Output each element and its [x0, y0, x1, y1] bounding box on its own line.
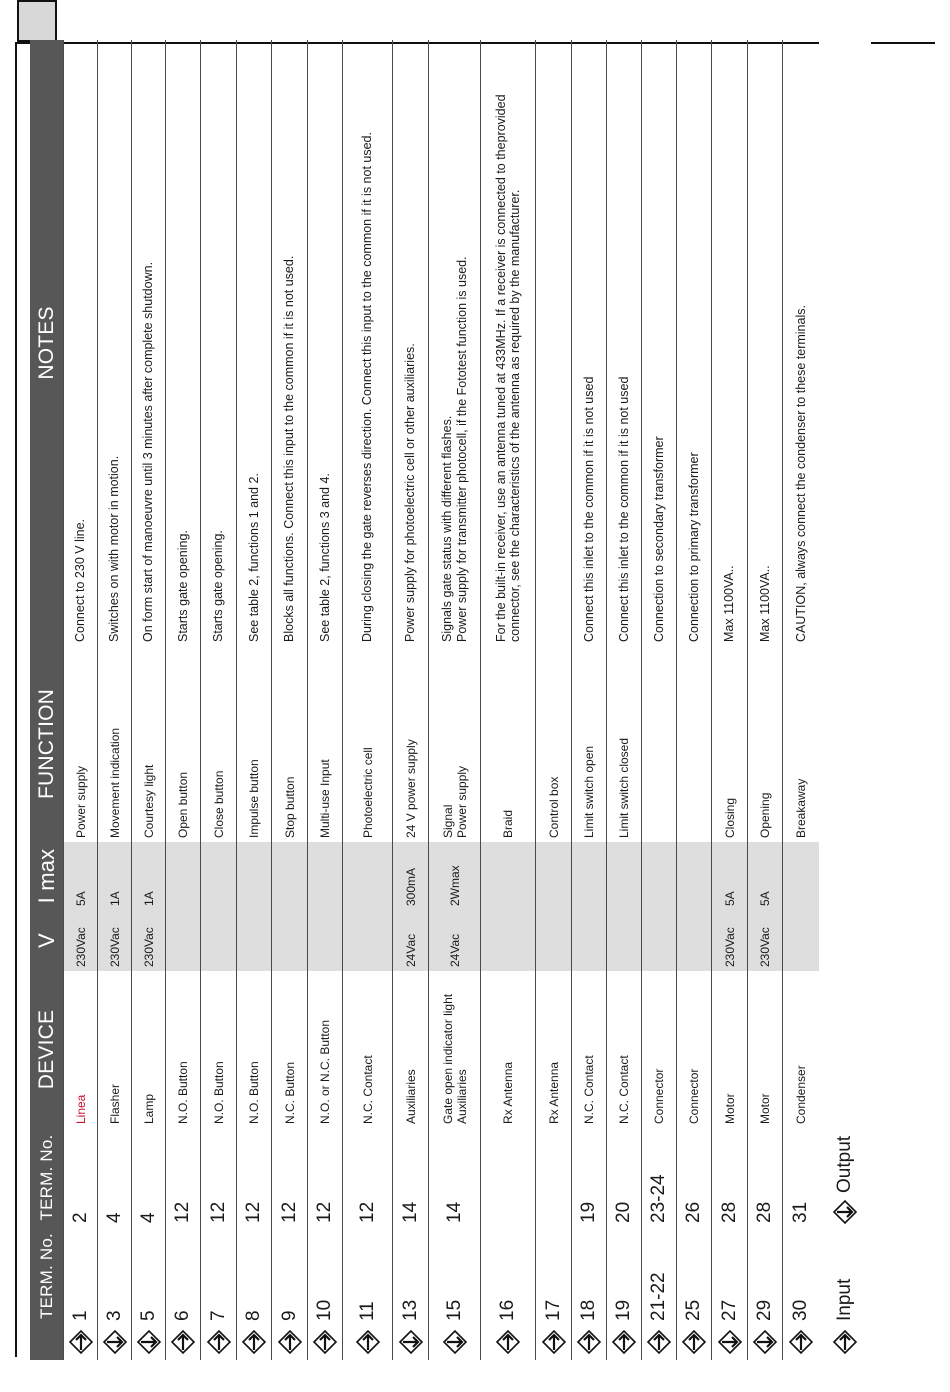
function-label: Limit switch open — [582, 745, 596, 838]
notes-cell — [237, 40, 272, 646]
corner-box — [17, 0, 57, 42]
function-cell — [481, 646, 536, 842]
device-cell — [642, 971, 677, 1128]
device-label: Condenser — [793, 1065, 808, 1124]
function-label: Courtesy light — [141, 764, 156, 838]
header-i-max: I max — [30, 842, 64, 910]
voltage-cell: 230Vac — [712, 910, 748, 971]
terminal-table-rotated — [30, 40, 855, 1360]
function-cell — [272, 646, 308, 842]
output-arrow-icon — [748, 1325, 783, 1360]
term-number: 5 — [132, 1227, 166, 1325]
table-row — [783, 40, 819, 1360]
device-cell — [429, 971, 481, 1128]
device-cell — [98, 971, 132, 1128]
device-label: Gate open indicator light — [440, 993, 455, 1124]
table-row — [748, 40, 783, 1360]
device-cell — [64, 971, 98, 1128]
function-label: Multi-use Input — [318, 759, 332, 838]
device-cell — [748, 971, 783, 1128]
output-arrow-icon — [429, 1325, 481, 1360]
term-number: 13 — [393, 1227, 429, 1325]
table-row — [712, 40, 748, 1360]
header-row — [30, 40, 64, 1360]
function-cell — [98, 646, 132, 842]
input-arrow-icon — [343, 1325, 393, 1360]
device-cell — [783, 971, 819, 1128]
function-cell — [237, 646, 272, 842]
device-label: Linea — [73, 1094, 88, 1124]
device-cell — [237, 971, 272, 1128]
term-number-2: 12 — [166, 1128, 201, 1227]
device-cell — [132, 971, 166, 1128]
notes-cell — [677, 40, 712, 646]
device-label: N.C. Contact — [360, 1055, 375, 1124]
notes-text: Blocks all functions. Connect this input to the common if it is not used. — [282, 255, 297, 642]
voltage-cell — [642, 910, 677, 971]
notes-text: Max 1100VA.. — [722, 565, 737, 642]
function-cell — [166, 646, 201, 842]
device-label: N.C. Contact — [582, 1055, 596, 1124]
function-cell — [677, 646, 712, 842]
notes-text: Connection to secondary transformer — [651, 436, 666, 642]
table-row — [237, 40, 272, 1360]
device-cell — [308, 971, 343, 1128]
notes-text: Power supply for photoelectric cell or other auxiliaries. — [403, 343, 418, 642]
header-term-no: TERM. No. — [30, 1227, 64, 1325]
voltage-cell — [783, 910, 819, 971]
output-arrow-icon — [393, 1325, 429, 1360]
term-number: 16 — [481, 1227, 536, 1325]
term-number: 18 — [572, 1227, 607, 1325]
term-number-2: 26 — [677, 1128, 712, 1227]
voltage-cell — [201, 910, 237, 971]
device-label: Connector — [652, 1068, 666, 1124]
term-number-2: 12 — [272, 1128, 308, 1227]
notes-text: Connection to primary transformer — [686, 452, 701, 642]
input-arrow-icon — [642, 1325, 677, 1360]
voltage-cell: 230Vac — [98, 910, 132, 971]
function-cell — [393, 646, 429, 842]
notes-cell — [783, 40, 819, 646]
notes-text: On form start of manoeuvre until 3 minutes after complete shutdown. — [141, 261, 156, 642]
device-label: N.C. Button — [282, 1061, 297, 1124]
input-arrow-icon — [783, 1325, 819, 1360]
term-number-2: 12 — [201, 1128, 237, 1227]
term-number: 29 — [748, 1227, 783, 1325]
voltage-cell — [677, 910, 712, 971]
legend-filler — [819, 40, 871, 1128]
device-cell — [607, 971, 642, 1128]
header-notes: NOTES — [30, 40, 64, 646]
voltage-cell — [536, 910, 572, 971]
device-cell — [677, 971, 712, 1128]
output-arrow-icon — [98, 1325, 132, 1360]
device-label: Motor — [722, 1093, 737, 1124]
function-cell — [64, 646, 98, 842]
function-label: Power supply — [73, 765, 88, 838]
input-legend-icon — [819, 1325, 871, 1360]
table-body — [64, 40, 871, 1360]
function-cell — [201, 646, 237, 842]
current-cell — [166, 842, 201, 910]
device-label: N.O. or N.C. Button — [318, 1019, 332, 1124]
current-cell: 1A — [132, 842, 166, 910]
notes-cell — [481, 40, 536, 646]
function-cell — [712, 646, 748, 842]
function-label: Movement indication — [107, 727, 122, 838]
header-term-no-2: TERM. No. — [30, 1128, 64, 1227]
voltage-cell — [572, 910, 607, 971]
notes-cell — [536, 40, 572, 646]
term-number-2: 20 — [607, 1128, 642, 1227]
term-number-2: 19 — [572, 1128, 607, 1227]
device-label: Auxiliaries — [403, 1069, 418, 1124]
device-label: N.O. Button — [211, 1061, 226, 1124]
device-cell — [572, 971, 607, 1128]
notes-cell — [201, 40, 237, 646]
voltage-cell — [607, 910, 642, 971]
notes-cell — [98, 40, 132, 646]
header-function: FUNCTION — [30, 646, 64, 842]
table-row — [572, 40, 607, 1360]
device-cell — [272, 971, 308, 1128]
output-legend-label: Output — [833, 1135, 855, 1193]
function-label: Limit switch closed — [617, 737, 631, 838]
output-arrow-icon — [712, 1325, 748, 1360]
device-cell — [481, 971, 536, 1128]
current-cell — [308, 842, 343, 910]
term-number-2: 14 — [429, 1128, 481, 1227]
current-cell: 1A — [98, 842, 132, 910]
function-label: Impulse button — [247, 759, 261, 838]
output-legend-icon — [819, 1128, 871, 1227]
input-arrow-icon — [607, 1325, 642, 1360]
voltage-cell — [481, 910, 536, 971]
notes-cell — [712, 40, 748, 646]
term-number-2: 4 — [132, 1128, 166, 1227]
device-label: Flasher — [107, 1083, 122, 1124]
notes-text: Connect this inlet to the common if it is not used — [581, 376, 596, 642]
table-row — [308, 40, 343, 1360]
term-number: 6 — [166, 1227, 201, 1325]
table-row — [64, 40, 98, 1360]
device-label: N.C. Contact — [617, 1055, 631, 1124]
notes-cell — [572, 40, 607, 646]
notes-text: Connect to 230 V line. — [73, 519, 88, 642]
input-arrow-icon — [677, 1325, 712, 1360]
header-v: V — [30, 910, 64, 971]
input-arrow-icon — [201, 1325, 237, 1360]
voltage-cell — [308, 910, 343, 971]
device-label: Rx Antenna — [546, 1061, 561, 1124]
term-number: 27 — [712, 1227, 748, 1325]
function-cell — [343, 646, 393, 842]
notes-cell — [607, 40, 642, 646]
term-number-2: 12 — [237, 1128, 272, 1227]
voltage-cell — [237, 910, 272, 971]
notes-text: See table 2, functions 1 and 2. — [246, 473, 261, 642]
current-cell: 5A — [712, 842, 748, 910]
device-label: Rx Antenna — [501, 1061, 515, 1124]
term-number-2: 12 — [343, 1128, 393, 1227]
function-cell — [572, 646, 607, 842]
term-number: 19 — [607, 1227, 642, 1325]
notes-text: Switches on with motor in motion. — [107, 455, 122, 642]
term-number: 30 — [783, 1227, 819, 1325]
notes-text: For the built-in receiver, use an antenna tuned at 433MHz. If a receiver is connected to theprovided connector, see the characteristics of the antenna as required by the manufacturer. — [493, 94, 522, 642]
table-row — [481, 40, 536, 1360]
function-label: 24 V power supply — [403, 739, 418, 838]
table-row — [343, 40, 393, 1360]
table-row — [393, 40, 429, 1360]
term-number: 3 — [98, 1227, 132, 1325]
notes-cell — [308, 40, 343, 646]
function-label: Closing — [722, 797, 737, 838]
term-number-2: 28 — [712, 1128, 748, 1227]
header-device: DEVICE — [30, 971, 64, 1128]
notes-cell — [132, 40, 166, 646]
table-row — [272, 40, 308, 1360]
function-label-2: Power supply — [454, 765, 469, 838]
voltage-cell: 24Vac — [429, 910, 481, 971]
table-row — [429, 40, 481, 1360]
notes-text: Starts gate opening. — [175, 530, 190, 642]
device-cell — [393, 971, 429, 1128]
function-cell — [783, 646, 819, 842]
current-cell: 2Wmax — [429, 842, 481, 910]
function-label: Close button — [211, 770, 226, 838]
current-cell — [607, 842, 642, 910]
input-arrow-icon — [481, 1325, 536, 1360]
term-number: 17 — [536, 1227, 572, 1325]
device-label: Connector — [687, 1068, 701, 1124]
current-cell — [272, 842, 308, 910]
term-number: 25 — [677, 1227, 712, 1325]
current-cell — [677, 842, 712, 910]
current-cell — [536, 842, 572, 910]
output-arrow-icon — [132, 1325, 166, 1360]
table-row — [201, 40, 237, 1360]
voltage-cell — [166, 910, 201, 971]
function-label: Stop button — [282, 776, 297, 838]
current-cell — [783, 842, 819, 910]
function-cell — [132, 646, 166, 842]
notes-text: Starts gate opening. — [211, 530, 226, 642]
function-label: Control box — [546, 776, 561, 838]
notes-text: CAUTION, always connect the condenser to these terminals. — [793, 305, 808, 642]
current-cell — [237, 842, 272, 910]
notes-cell — [393, 40, 429, 646]
device-cell — [201, 971, 237, 1128]
table-row — [677, 40, 712, 1360]
current-cell: 5A — [748, 842, 783, 910]
table-row — [98, 40, 132, 1360]
current-cell — [343, 842, 393, 910]
notes-cell — [748, 40, 783, 646]
term-number-2: 28 — [748, 1128, 783, 1227]
input-arrow-icon — [166, 1325, 201, 1360]
notes-text: Signals gate status with different flashes. — [440, 415, 454, 642]
current-cell — [572, 842, 607, 910]
notes-text: Connect this inlet to the common if it is not used — [616, 376, 631, 642]
notes-cell — [272, 40, 308, 646]
device-label: N.O. Button — [176, 1061, 190, 1124]
term-number-2: 2 — [64, 1128, 98, 1227]
legend-row — [819, 40, 871, 1360]
input-arrow-icon — [572, 1325, 607, 1360]
function-label: Open button — [176, 771, 190, 838]
voltage-cell: 230Vac — [64, 910, 98, 971]
device-cell — [166, 971, 201, 1128]
function-cell — [308, 646, 343, 842]
current-cell: 5A — [64, 842, 98, 910]
term-number: 7 — [201, 1227, 237, 1325]
input-arrow-icon — [308, 1325, 343, 1360]
table-row — [166, 40, 201, 1360]
term-number-2: 4 — [98, 1128, 132, 1227]
frame-left-rule — [15, 42, 17, 1357]
function-cell — [429, 646, 481, 842]
term-number: 1 — [64, 1227, 98, 1325]
current-cell — [481, 842, 536, 910]
function-label: Photoelectric cell — [360, 747, 375, 838]
term-number-2 — [481, 1128, 536, 1227]
notes-cell — [166, 40, 201, 646]
notes-text-2: Power supply for transmitter photocell, if the Fototest function is used. — [454, 256, 469, 642]
voltage-cell — [343, 910, 393, 971]
notes-cell — [64, 40, 98, 646]
notes-text: Max 1100VA.. — [757, 565, 772, 642]
header-arrow-col — [30, 1325, 64, 1360]
table-row — [132, 40, 166, 1360]
device-label: Motor — [758, 1093, 772, 1124]
function-label: Braid — [501, 809, 515, 838]
voltage-cell — [272, 910, 308, 971]
notes-cell — [429, 40, 481, 646]
term-number-2: 23-24 — [642, 1128, 677, 1227]
notes-cell — [343, 40, 393, 646]
term-number: 11 — [343, 1227, 393, 1325]
term-number-2: 31 — [783, 1128, 819, 1227]
terminal-table — [30, 40, 871, 1360]
notes-cell — [642, 40, 677, 646]
current-cell — [642, 842, 677, 910]
term-number-2: 12 — [308, 1128, 343, 1227]
notes-text: During closing the gate reverses direction. Connect this input to the common if it is not used. — [360, 132, 375, 642]
term-number: 10 — [308, 1227, 343, 1325]
current-cell: 300mA — [393, 842, 429, 910]
function-cell — [642, 646, 677, 842]
input-arrow-icon — [64, 1325, 98, 1360]
input-arrow-icon — [272, 1325, 308, 1360]
voltage-cell: 24Vac — [393, 910, 429, 971]
function-cell — [536, 646, 572, 842]
function-cell — [748, 646, 783, 842]
device-label: N.O. Button — [247, 1061, 261, 1124]
voltage-cell: 230Vac — [748, 910, 783, 971]
table-row — [642, 40, 677, 1360]
input-arrow-icon — [237, 1325, 272, 1360]
device-cell — [343, 971, 393, 1128]
current-cell — [201, 842, 237, 910]
device-cell — [712, 971, 748, 1128]
device-label-2: Auxiliaries — [454, 1069, 469, 1124]
device-label: Lamp — [141, 1093, 156, 1124]
term-number: 9 — [272, 1227, 308, 1325]
device-cell — [536, 971, 572, 1128]
input-legend-label: Input — [833, 1278, 855, 1321]
notes-text: See table 2, functions 3 and 4. — [317, 473, 332, 642]
input-arrow-icon — [536, 1325, 572, 1360]
table-row — [536, 40, 572, 1360]
term-number: 21-22 — [642, 1227, 677, 1325]
term-number: 15 — [429, 1227, 481, 1325]
term-number: 8 — [237, 1227, 272, 1325]
function-label: Signal — [440, 804, 455, 838]
term-number-2 — [536, 1128, 572, 1227]
function-label: Breakaway — [793, 778, 808, 838]
voltage-cell: 230Vac — [132, 910, 166, 971]
term-number-2: 14 — [393, 1128, 429, 1227]
function-cell — [607, 646, 642, 842]
table-row — [607, 40, 642, 1360]
function-label: Opening — [758, 792, 772, 838]
